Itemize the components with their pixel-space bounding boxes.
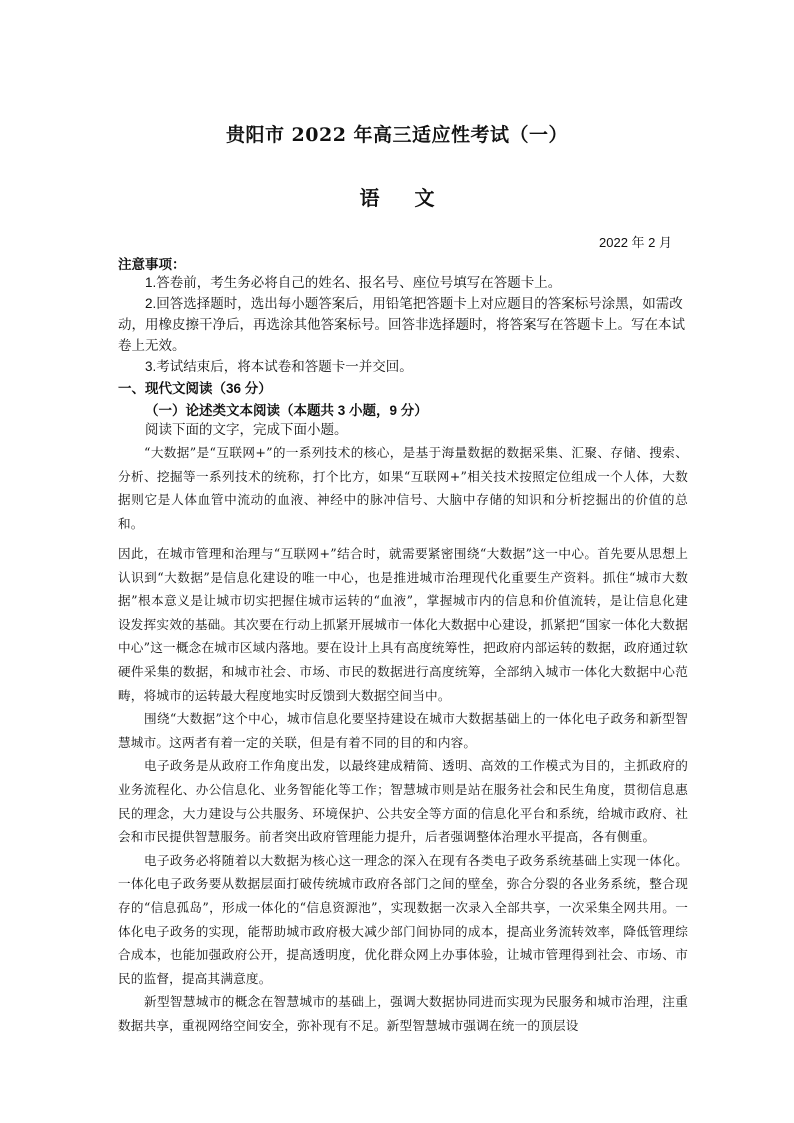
passage-paragraph-4: 电子政务是从政府工作角度出发，以最终建成精简、透明、高效的工作模式为目的，主抓政府的业务流程化、办公信息化、业务智能化等工作；智慧城市则是站在服务社会和民生角度，贯彻信息惠民的理念，大力建设与公共服务、环境保护、公共安全等方面的信息化平台和系统，给城市政府、社会和市民提供智慧服务。前者突出政府管理能力提升，后者强调整体治理水平提高，各有侧重。 — [118, 758, 688, 845]
subsection-heading: （一）论述类文本阅读（本题共 3 小题，9 分） — [145, 403, 428, 418]
notice-item-2: 2.回答选择题时，选出每小题答案后，用铅笔把答题卡上对应题目的答案标号涂黑，如需改动，用橡皮擦干净后，再选涂其他答案标号。回答非选择题时，将答案写在答题卡上。写在本试卷上无效。 — [118, 296, 685, 353]
notice-item-3: 3.考试结束后，将本试卷和答题卡一并交回。 — [145, 359, 413, 374]
notice-heading: 注意事项： — [118, 257, 186, 272]
passage-paragraph-2: 因此，在城市管理和治理与“互联网+”结合时，就需要紧密围绕“大数据”这一中心。首先要从思想上认识到“大数据”是信息化建设的唯一中心，也是推进城市治理现代化重要生产资料。抓住“城市大数据”根本意义是让城市切实把握住城市运转的“血液”，掌握城市内的信息和价值流转，是让信息化建设发挥实效的基础。其次要在行动上抓紧开展城市一体化大数据中心建设，抓紧把“国家一体化大数据中心”这一概念在城市区域内落地。要在设计上具有高度统筹性，把政府内部运转的数据，政府通过软硬件采集的数据，和城市社会、市场、市民的数据进行高度统筹，全部纳入城市一体化大数据中心范畴，将城市的运转最大程度地实时反馈到大数据空间当中。 — [118, 546, 688, 703]
passage-paragraph-3: 围绕“大数据”这个中心，城市信息化要坚持建设在城市大数据基础上的一体化电子政务和新型智慧城市。这两者有着一定的关联，但是有着不同的目的和内容。 — [118, 711, 688, 750]
section-heading: 一、现代文阅读（36 分） — [118, 381, 272, 396]
exam-date: 2022 年 2 月 — [599, 235, 672, 250]
reading-instruction: 阅读下面的文字，完成下面小题。 — [145, 422, 348, 437]
passage-paragraph-6: 新型智慧城市的概念在智慧城市的基础上，强调大数据协同进而实现为民服务和城市治理，注重数据共享，重视网络空间安全，弥补现有不足。新型智慧城市强调在统一的顶层设 — [118, 994, 688, 1033]
passage-paragraph-5: 电子政务必将随着以大数据为核心这一理念的深入在现有各类电子政务系统基础上实现一体化。一体化电子政务要从数据层面打破传统城市政府各部门之间的壁垒，弥合分裂的各业务系统，整合现存的“信息孤岛”，形成一体化的“信息资源池”，实现数据一次录入全部共享，一次采集全网共用。一体化电子政务的实现，能帮助城市政府极大减少部门间协同的成本，提高业务流转效率，降低管理综合成本，也能加强政府公开，提高透明度，优化群众网上办事体验，让城市管理得到社会、市场、市民的监督，提高其满意度。 — [118, 852, 688, 986]
passage-block-1 — [118, 441, 688, 535]
notice-item-1: 1.答卷前，考生务必将自己的姓名、报名号、座位号填写在答题卡上。 — [145, 275, 562, 290]
subject-title: 语 文 — [359, 186, 449, 210]
page-title: 贵阳市 2022 年高三适应性考试（一） — [225, 124, 569, 146]
passage-block-2 — [118, 542, 688, 1037]
passage-paragraph-1: “大数据”是“互联网+”的一系列技术的核心，是基于海量数据的数据采集、汇聚、存储、搜索、分析、挖掘等一系列技术的统称，打个比方，如果“互联网+”相关技术按照定位组成一个人体，大数据则它是人体血管中流动的血液、神经中的脉冲信号、大脑中存储的知识和分析挖掘出的价值的总和。 — [118, 445, 688, 531]
